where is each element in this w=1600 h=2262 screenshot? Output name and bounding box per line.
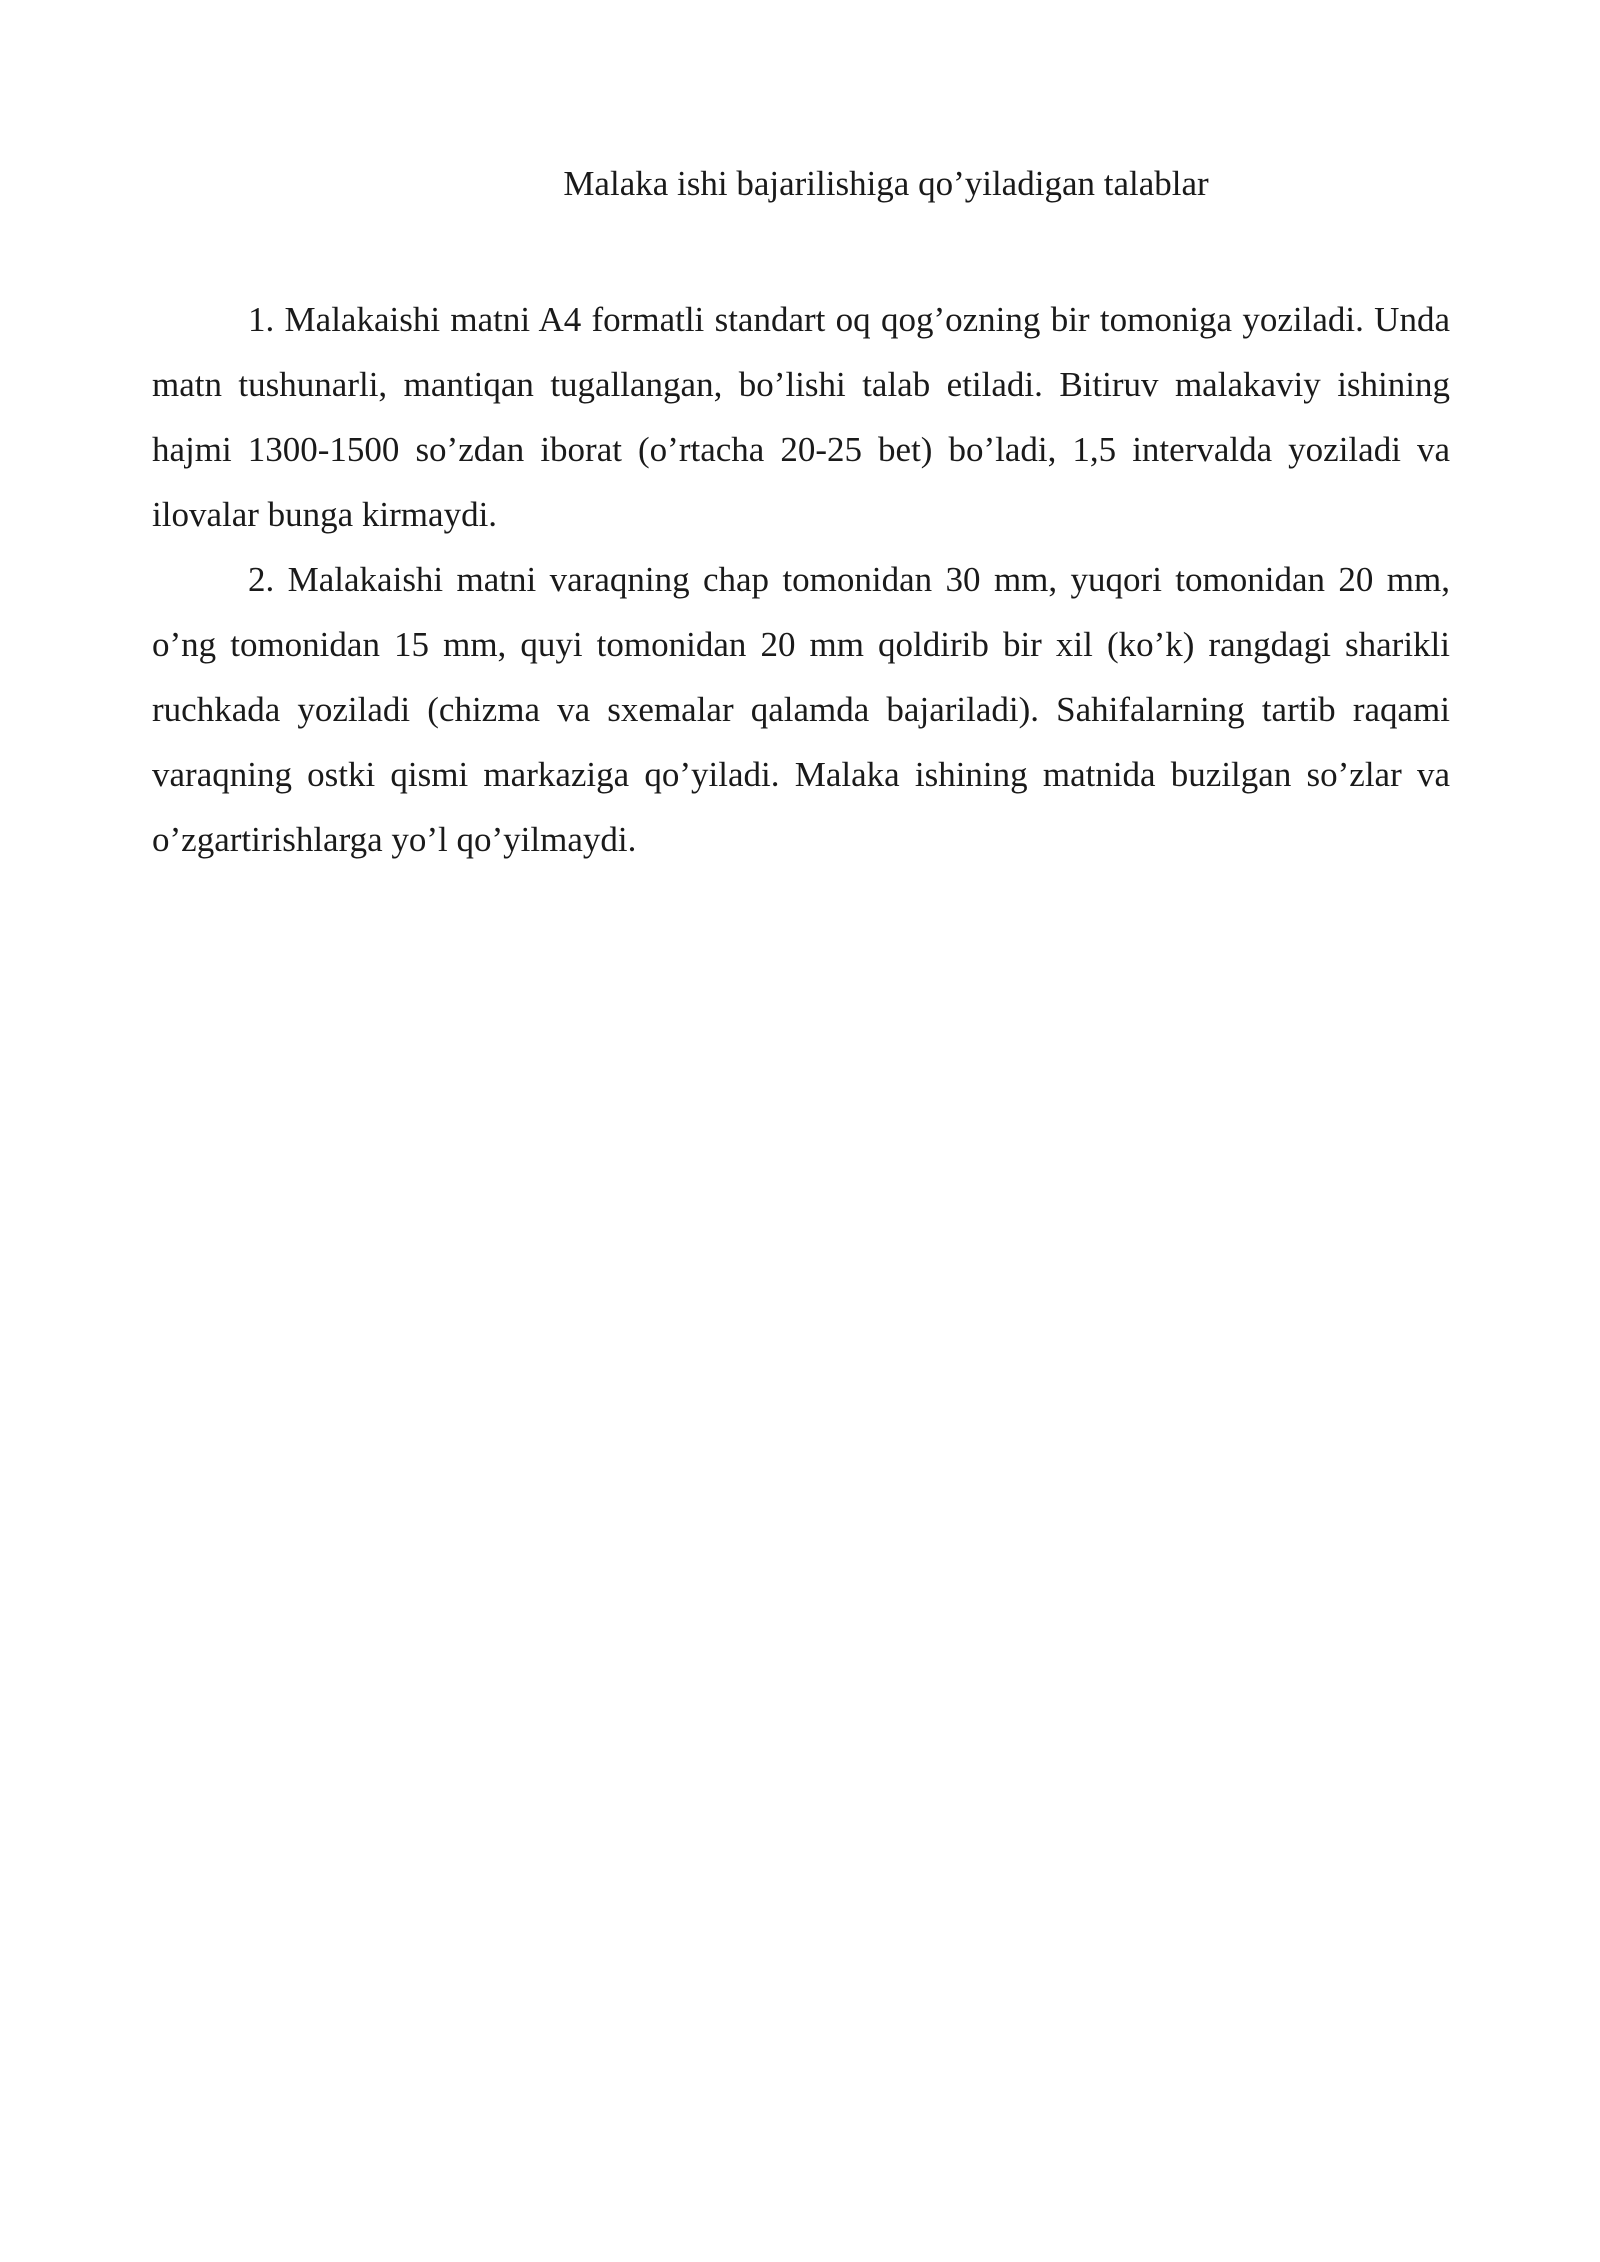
paragraph-1: 1. Malakaishi matni A4 formatli standart oq qog’ozning bir tomoniga yoziladi. Unda matn tushunarli, mantiqan tugallangan, bo’lishi talab etiladi. Bitiruv malakaviy ishining hajmi 1300-1500 so’zdan iborat (o’rtacha 20-25 bet) bo’ladi, 1,5 intervalda yoziladi va ilovalar bunga kirmaydi. xyxy=(152,300,1450,534)
paragraph-2: 2. Malakaishi matni varaqning chap tomonidan 30 mm, yuqori tomonidan 20 mm, o’ng tomonidan 15 mm, quyi tomonidan 20 mm qoldirib bir xil (ko’k) rangdagi sharikli ruchkada yoziladi (chizma va sxemalar qalamda bajariladi). Sahifalarning tartib raqami varaqning ostki qismi markaziga qo’yiladi. Malaka ishining matnida buzilgan so’zlar va o’zgartirishlarga yo’l qo’yilmaydi. xyxy=(152,560,1450,859)
document-body xyxy=(152,287,1450,872)
page-title: Malaka ishi bajarilishiga qo’yiladigan talablar xyxy=(563,164,1209,203)
